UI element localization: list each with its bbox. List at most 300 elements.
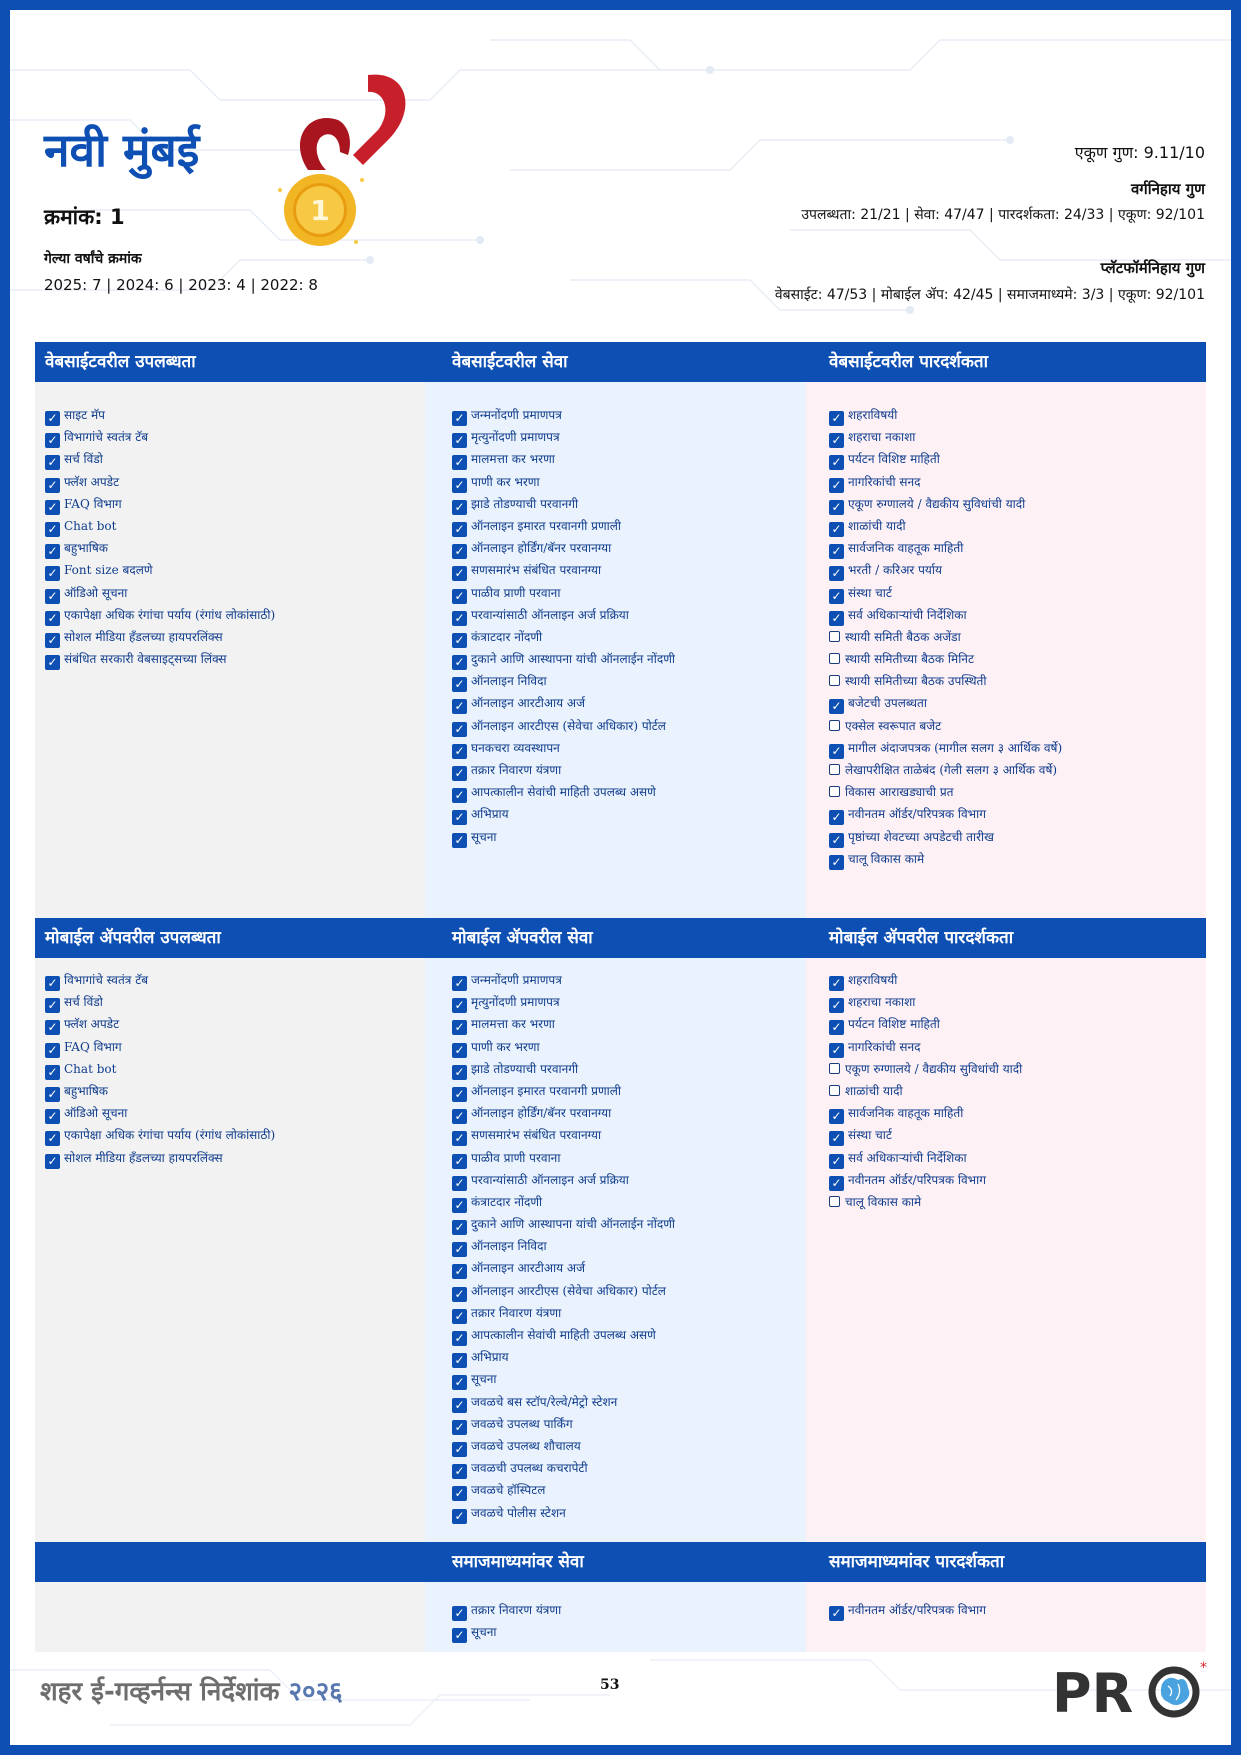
list-item	[829, 781, 1062, 803]
platform-score-title: प्लॅटफॉर्मनिहाय गुण	[1100, 259, 1205, 277]
checkbox-checked-icon: ✓	[45, 1020, 60, 1035]
list-item-label: ऑडिओ सूचना	[64, 585, 128, 600]
list-item	[829, 969, 1022, 991]
checkbox-checked-icon: ✓	[829, 976, 844, 991]
checkbox-checked-icon: ✓	[45, 1065, 60, 1080]
checkbox-empty-icon	[829, 1085, 840, 1096]
mobile-section	[35, 918, 1206, 1542]
list-item-label: Chat bot	[64, 1061, 117, 1076]
list-item	[829, 559, 1062, 581]
list-item	[45, 1102, 275, 1124]
list-item	[829, 991, 1022, 1013]
list-item-label: मागील अंदाजपत्रक (मागील सलग ३ आर्थिक वर्षे)	[848, 740, 1063, 755]
list-item-label: ऑनलाइन आरटीआय अर्ज	[471, 1261, 585, 1276]
pro-logo-icon	[1050, 1660, 1210, 1720]
list-item-label: स्थायी समिती बैठक अजेंडा	[845, 629, 961, 644]
checkbox-checked-icon: ✓	[829, 455, 844, 470]
list-item-label: जवळचे बस स्टॉप/रेल्वे/मेट्रो स्टेशन	[471, 1394, 618, 1409]
list-item-label: एक्सेल स्वरूपात बजेट	[845, 718, 942, 733]
checkbox-checked-icon: ✓	[829, 566, 844, 581]
checkbox-checked-icon: ✓	[829, 1043, 844, 1058]
list-item-label: ऑनलाइन आरटीएस (सेवेचा अधिकार) पोर्टल	[471, 718, 666, 733]
checkbox-checked-icon: ✓	[452, 1628, 467, 1643]
list-item	[45, 493, 275, 515]
list-item	[452, 759, 675, 781]
category-score-title: वर्गनिहाय गुण	[1130, 180, 1205, 198]
list-item-label: ऑनलाइन इमारत परवानगी प्रणाली	[471, 1083, 621, 1098]
list-item-label: अभिप्राय	[471, 807, 509, 822]
checkbox-checked-icon: ✓	[829, 998, 844, 1013]
checkbox-checked-icon: ✓	[452, 1486, 467, 1501]
list-item	[829, 737, 1062, 759]
list-item-label: जवळचे हॉस्पिटल	[471, 1483, 546, 1498]
list-item-label: एकूण रुग्णालये / वैद्यकीय सुविधांची यादी	[848, 496, 1026, 511]
website-availability-heading: वेबसाईटवरील उपलब्धता	[45, 352, 196, 372]
list-item-label: FAQ विभाग	[64, 1039, 122, 1054]
list-item	[452, 582, 675, 604]
footer-year: २०२६	[288, 1677, 343, 1707]
list-item	[452, 1324, 675, 1346]
list-item-label: Font size बदलणे	[64, 563, 153, 578]
list-item-label: घनकचरा व्यवस्थापन	[471, 740, 560, 755]
list-item	[45, 969, 275, 991]
list-item	[829, 648, 1062, 670]
checkbox-checked-icon: ✓	[829, 1176, 844, 1191]
list-item-label: तक्रार निवारण यंत्रणा	[471, 1603, 562, 1617]
list-item	[452, 1599, 561, 1621]
checkbox-checked-icon: ✓	[829, 1154, 844, 1169]
list-item	[452, 1368, 675, 1390]
checkbox-checked-icon: ✓	[829, 544, 844, 559]
checkbox-checked-icon: ✓	[452, 1353, 467, 1368]
checkbox-empty-icon	[829, 1063, 840, 1074]
list-item	[452, 826, 675, 848]
website-section	[35, 342, 1206, 918]
list-item	[829, 515, 1062, 537]
list-item	[829, 582, 1062, 604]
list-item	[452, 1280, 675, 1302]
social-header-band	[35, 1542, 1206, 1582]
checkbox-checked-icon: ✓	[452, 478, 467, 493]
list-item-label: सार्वजनिक वाहतूक माहिती	[848, 1106, 964, 1121]
checkbox-checked-icon: ✓	[452, 1198, 467, 1213]
checkbox-checked-icon: ✓	[45, 433, 60, 448]
list-item	[452, 537, 675, 559]
list-item-label: सर्च विंडो	[64, 995, 103, 1010]
checkbox-checked-icon: ✓	[45, 1087, 60, 1102]
list-item-label: दुकाने आणि आस्थापना यांची ऑनलाईन नोंदणी	[471, 1217, 675, 1232]
list-item-label: मृत्युनोंदणी प्रमाणपत्र	[471, 430, 560, 445]
list-item-label: जन्मनोंदणी प्रमाणपत्र	[471, 973, 562, 987]
list-item-label: शहराविषयी	[848, 973, 898, 987]
list-item	[452, 1435, 675, 1457]
list-item-label: चालू विकास कामे	[848, 851, 925, 866]
checkbox-empty-icon	[829, 653, 840, 664]
list-item-label: नवीनतम ऑर्डर/परिपत्रक विभाग	[848, 1603, 986, 1617]
list-item	[829, 826, 1062, 848]
list-item	[829, 848, 1062, 870]
checkbox-checked-icon: ✓	[452, 589, 467, 604]
list-item-label: ऑनलाइन निविदा	[471, 674, 547, 689]
checkbox-checked-icon: ✓	[829, 744, 844, 759]
list-item-label: तक्रार निवारण यंत्रणा	[471, 1305, 562, 1320]
checkbox-checked-icon: ✓	[452, 566, 467, 581]
list-item-label: पाणी कर भरणा	[471, 1039, 540, 1054]
list-item	[829, 759, 1062, 781]
checkbox-checked-icon: ✓	[452, 1309, 467, 1324]
list-item	[452, 803, 675, 825]
list-item-label: संस्था चार्ट	[848, 1128, 892, 1143]
list-item	[452, 404, 675, 426]
checkbox-checked-icon: ✓	[45, 611, 60, 626]
list-item	[829, 1102, 1022, 1124]
list-item	[452, 1147, 675, 1169]
list-item	[45, 604, 275, 626]
list-item	[452, 648, 675, 670]
list-item	[452, 781, 675, 803]
social-transparency-list	[829, 1599, 986, 1621]
list-item-label: सूचना	[471, 1372, 497, 1387]
list-item-label: शहराविषयी	[848, 408, 898, 422]
page-number: 53	[600, 1677, 620, 1693]
list-item-label: स्थायी समितीच्या बैठक मिनिट	[845, 652, 975, 667]
list-item-label: सर्व अधिकाऱ्यांची निर्देशिका	[848, 607, 967, 622]
list-item	[452, 426, 675, 448]
checkbox-checked-icon: ✓	[452, 1087, 467, 1102]
checkbox-checked-icon: ✓	[829, 1606, 844, 1621]
list-item	[829, 1036, 1022, 1058]
list-item-label: परवान्यांसाठी ऑनलाइन अर्ज प्रक्रिया	[471, 1172, 629, 1187]
list-item	[452, 1457, 675, 1479]
list-item-label: ऑनलाइन होर्डिंग/बॅनर परवानग्या	[471, 541, 612, 556]
checkbox-checked-icon: ✓	[45, 1109, 60, 1124]
checkbox-checked-icon: ✓	[829, 522, 844, 537]
list-item	[452, 1621, 561, 1643]
checkbox-checked-icon: ✓	[45, 633, 60, 648]
list-item	[452, 1080, 675, 1102]
list-item	[45, 1058, 275, 1080]
website-transparency-list	[829, 404, 1062, 870]
list-item	[829, 692, 1062, 714]
list-item-label: शाळांची यादी	[845, 1083, 903, 1098]
footer-title	[40, 1672, 343, 1708]
list-item-label: साइट मॅप	[64, 408, 105, 422]
website-header-band	[35, 342, 1206, 382]
list-item-label: झाडे तोडण्याची परवानगी	[471, 1061, 579, 1076]
list-item-label: जन्मनोंदणी प्रमाणपत्र	[471, 408, 562, 422]
checkbox-checked-icon: ✓	[452, 1375, 467, 1390]
list-item-label: झाडे तोडण्याची परवानगी	[471, 496, 579, 511]
list-item	[452, 1058, 675, 1080]
list-item	[829, 426, 1062, 448]
list-item-label: दुकाने आणि आस्थापना यांची ऑनलाईन नोंदणी	[471, 652, 675, 667]
list-item	[45, 648, 275, 670]
list-item-label: मालमत्ता कर भरणा	[471, 1017, 555, 1032]
checkbox-checked-icon: ✓	[45, 478, 60, 493]
list-item-label: जवळचे उपलब्ध शौचालय	[471, 1438, 581, 1453]
list-item-label: सूचना	[471, 1625, 497, 1640]
list-item-label: नवीनतम ऑर्डर/परिपत्रक विभाग	[848, 807, 986, 822]
checkbox-checked-icon: ✓	[452, 544, 467, 559]
list-item	[829, 404, 1062, 426]
list-item-label: जवळचे पोलीस स्टेशन	[471, 1505, 566, 1520]
list-item-label: अभिप्राय	[471, 1350, 509, 1365]
checkbox-checked-icon: ✓	[45, 566, 60, 581]
list-item	[452, 715, 675, 737]
list-item-label: स्थायी समितीच्या बैठक उपस्थिती	[845, 674, 987, 689]
checkbox-checked-icon: ✓	[452, 722, 467, 737]
checkbox-checked-icon: ✓	[452, 1331, 467, 1346]
list-item-label: विभागांचे स्वतंत्र टॅब	[64, 430, 149, 445]
checkbox-checked-icon: ✓	[829, 699, 844, 714]
mobile-header-band	[35, 918, 1206, 958]
list-item	[452, 1502, 675, 1524]
list-item	[829, 1147, 1022, 1169]
checkbox-empty-icon	[829, 1196, 840, 1207]
list-item	[452, 1191, 675, 1213]
checkbox-checked-icon: ✓	[452, 1242, 467, 1257]
list-item-label: विकास आराखड्याची प्रत	[845, 785, 954, 800]
checkbox-checked-icon: ✓	[829, 810, 844, 825]
mobile-services-list	[452, 969, 675, 1524]
list-item	[45, 626, 275, 648]
list-item-label: ऑनलाइन आरटीआय अर्ज	[471, 696, 585, 711]
list-item	[452, 1124, 675, 1146]
list-item-label: पर्यटन विशिष्ट माहिती	[848, 452, 940, 467]
list-item	[45, 1080, 275, 1102]
list-item-label: ऑनलाइन निविदा	[471, 1239, 547, 1254]
checkbox-checked-icon: ✓	[452, 455, 467, 470]
checkbox-checked-icon: ✓	[452, 1043, 467, 1058]
checkbox-checked-icon: ✓	[452, 1606, 467, 1621]
checkbox-checked-icon: ✓	[829, 589, 844, 604]
list-item	[452, 1346, 675, 1368]
checkbox-checked-icon: ✓	[452, 1020, 467, 1035]
checkbox-checked-icon: ✓	[452, 699, 467, 714]
list-item-label: बजेटची उपलब्धता	[848, 696, 927, 711]
list-item	[45, 515, 275, 537]
list-item	[452, 969, 675, 991]
mobile-availability-list	[45, 969, 275, 1169]
list-item-label: बहुभाषिक	[64, 541, 109, 556]
list-item-label: ऑनलाइन इमारत परवानगी प्रणाली	[471, 518, 621, 533]
list-item-label: संस्था चार्ट	[848, 585, 892, 600]
list-item-label: मालमत्ता कर भरणा	[471, 452, 555, 467]
mobile-services-heading: मोबाईल ॲपवरील सेवा	[452, 928, 593, 948]
checkbox-checked-icon: ✓	[452, 1420, 467, 1435]
checkbox-checked-icon: ✓	[829, 611, 844, 626]
list-item	[45, 1147, 275, 1169]
checkbox-checked-icon: ✓	[45, 544, 60, 559]
list-item	[452, 1479, 675, 1501]
footer-title-text: शहर ई-गव्हर्नन्स निर्देशांक	[40, 1677, 280, 1707]
list-item	[45, 991, 275, 1013]
list-item-label: लेखापरीक्षित ताळेबंद (गेली सलग ३ आर्थिक वर्षे)	[845, 763, 1058, 777]
list-item	[452, 448, 675, 470]
list-item-label: कंत्राटदार नोंदणी	[471, 629, 543, 644]
list-item	[829, 537, 1062, 559]
list-item-label: सूचना	[471, 829, 497, 844]
list-item-label: जवळची उपलब्ध कचरापेटी	[471, 1461, 588, 1476]
list-item	[452, 626, 675, 648]
checkbox-checked-icon: ✓	[452, 810, 467, 825]
list-item-label: तक्रार निवारण यंत्रणा	[471, 763, 562, 777]
list-item-label: सर्च विंडो	[64, 452, 103, 467]
list-item	[452, 991, 675, 1013]
checkbox-checked-icon: ✓	[452, 433, 467, 448]
list-item	[452, 692, 675, 714]
social-services-heading: समाजमाध्यमांवर सेवा	[452, 1552, 584, 1572]
list-item	[45, 537, 275, 559]
checkbox-checked-icon: ✓	[452, 633, 467, 648]
total-score: एकूण गुण: 9.11/10	[1074, 143, 1205, 162]
checkbox-checked-icon: ✓	[45, 411, 60, 426]
list-item	[452, 1036, 675, 1058]
checkbox-checked-icon: ✓	[452, 1176, 467, 1191]
checkbox-checked-icon: ✓	[452, 522, 467, 537]
list-item	[45, 448, 275, 470]
list-item	[829, 1080, 1022, 1102]
social-section	[35, 1542, 1206, 1652]
checkbox-checked-icon: ✓	[829, 1020, 844, 1035]
checkbox-empty-icon	[829, 720, 840, 731]
checkbox-checked-icon: ✓	[45, 655, 60, 670]
checkbox-checked-icon: ✓	[452, 976, 467, 991]
list-item-label: सार्वजनिक वाहतूक माहिती	[848, 541, 964, 556]
checkbox-checked-icon: ✓	[829, 833, 844, 848]
checkbox-checked-icon: ✓	[829, 1109, 844, 1124]
social-services-list	[452, 1599, 561, 1643]
list-item	[452, 737, 675, 759]
checkbox-checked-icon: ✓	[452, 788, 467, 803]
previous-ranks-values: 2025: 7 | 2024: 6 | 2023: 4 | 2022: 8	[44, 276, 318, 294]
list-item	[452, 559, 675, 581]
list-item-label: जवळचे उपलब्ध पार्किंग	[471, 1416, 573, 1431]
list-item-label: सोशल मीडिया हँडलच्या हायपरलिंक्स	[64, 629, 223, 644]
list-item-label: सणसमारंभ संबंधित परवानग्या	[471, 563, 602, 578]
list-item-label: FAQ विभाग	[64, 496, 122, 511]
checkbox-checked-icon: ✓	[829, 500, 844, 515]
svg-text:1: 1	[310, 194, 330, 227]
list-item-label: विभागांचे स्वतंत्र टॅब	[64, 973, 149, 987]
mobile-availability-heading: मोबाईल ॲपवरील उपलब्धता	[45, 928, 221, 948]
social-transparency-heading: समाजमाध्यमांवर पारदर्शकता	[829, 1552, 1005, 1572]
list-item-label: आपत्कालीन सेवांची माहिती उपलब्ध असणे	[471, 1328, 656, 1342]
checkbox-checked-icon: ✓	[452, 1220, 467, 1235]
list-item	[452, 1413, 675, 1435]
checkbox-checked-icon: ✓	[452, 1109, 467, 1124]
website-availability-list	[45, 404, 275, 670]
list-item-label: नवीनतम ऑर्डर/परिपत्रक विभाग	[848, 1172, 986, 1187]
list-item-label: शहराचा नकाशा	[848, 995, 916, 1010]
checkbox-checked-icon: ✓	[452, 1154, 467, 1169]
list-item	[829, 493, 1062, 515]
checkbox-checked-icon: ✓	[452, 833, 467, 848]
logo-text: PR	[1052, 1662, 1134, 1720]
list-item	[829, 1169, 1022, 1191]
checkbox-checked-icon: ✓	[45, 976, 60, 991]
checkbox-empty-icon	[829, 631, 840, 642]
list-item	[452, 515, 675, 537]
mobile-transparency-list	[829, 969, 1022, 1213]
checkbox-checked-icon: ✓	[45, 1154, 60, 1169]
checkbox-checked-icon: ✓	[45, 500, 60, 515]
list-item-label: चालू विकास कामे	[845, 1194, 922, 1209]
list-item	[829, 1058, 1022, 1080]
list-item-label: Chat bot	[64, 518, 117, 533]
checkbox-checked-icon: ✓	[452, 1464, 467, 1479]
checkbox-checked-icon: ✓	[45, 522, 60, 537]
list-item	[829, 715, 1062, 737]
list-item-label: पाळीव प्राणी परवाना	[471, 1150, 561, 1165]
checkbox-empty-icon	[829, 786, 840, 797]
gold-medal-icon	[268, 70, 448, 250]
checkbox-checked-icon: ✓	[829, 433, 844, 448]
checkbox-checked-icon: ✓	[45, 589, 60, 604]
list-item-label: फ्लॅश अपडेट	[64, 474, 120, 489]
checkbox-checked-icon: ✓	[45, 455, 60, 470]
list-item	[45, 1013, 275, 1035]
list-item	[452, 1169, 675, 1191]
checkbox-checked-icon: ✓	[45, 998, 60, 1013]
list-item-label: फ्लॅश अपडेट	[64, 1017, 120, 1032]
list-item	[452, 471, 675, 493]
list-item-label: पाळीव प्राणी परवाना	[471, 585, 561, 600]
list-item-label: सर्व अधिकाऱ्यांची निर्देशिका	[848, 1150, 967, 1165]
list-item-label: सणसमारंभ संबंधित परवानग्या	[471, 1128, 602, 1143]
list-item-label: सोशल मीडिया हँडलच्या हायपरलिंक्स	[64, 1150, 223, 1165]
list-item	[829, 604, 1062, 626]
website-transparency-heading: वेबसाईटवरील पारदर्शकता	[829, 352, 988, 372]
checkbox-checked-icon: ✓	[452, 1264, 467, 1279]
checkbox-checked-icon: ✓	[452, 411, 467, 426]
checkbox-checked-icon: ✓	[452, 1287, 467, 1302]
list-item-label: परवान्यांसाठी ऑनलाइन अर्ज प्रक्रिया	[471, 607, 629, 622]
list-item	[452, 1257, 675, 1279]
list-item-label: मृत्युनोंदणी प्रमाणपत्र	[471, 995, 560, 1010]
checkbox-checked-icon: ✓	[452, 500, 467, 515]
list-item	[829, 448, 1062, 470]
list-item	[452, 1013, 675, 1035]
checkbox-checked-icon: ✓	[829, 1131, 844, 1146]
list-item-label: संबंधित सरकारी वेबसाइट्सच्या लिंक्स	[64, 652, 227, 667]
list-item-label: ऑनलाइन होर्डिंग/बॅनर परवानग्या	[471, 1106, 612, 1121]
list-item-label: कंत्राटदार नोंदणी	[471, 1194, 543, 1209]
list-item	[45, 582, 275, 604]
list-item	[829, 471, 1062, 493]
checkbox-empty-icon	[829, 764, 840, 775]
list-item	[452, 1213, 675, 1235]
list-item	[829, 803, 1062, 825]
checkbox-checked-icon: ✓	[829, 855, 844, 870]
list-item	[45, 1124, 275, 1146]
city-title: नवी मुंबई	[44, 123, 200, 177]
list-item-label: नागरिकांची सनद	[848, 474, 921, 489]
list-item	[452, 1391, 675, 1413]
checkbox-checked-icon: ✓	[829, 478, 844, 493]
checkbox-checked-icon: ✓	[452, 611, 467, 626]
list-item-label: शहराचा नकाशा	[848, 430, 916, 445]
checkbox-checked-icon: ✓	[452, 677, 467, 692]
list-item	[829, 1599, 986, 1621]
list-item-label: पृष्ठांच्या शेवटच्या अपडेटची तारीख	[848, 829, 994, 844]
category-score-values: उपलब्धता: 21/21 | सेवा: 47/47 | पारदर्शकता: 24/33 | एकूण: 92/101	[801, 207, 1205, 223]
previous-ranks-label: गेल्या वर्षांचे क्रमांक	[44, 251, 142, 267]
checkbox-checked-icon: ✓	[452, 998, 467, 1013]
checkbox-checked-icon: ✓	[452, 1398, 467, 1413]
rank: क्रमांक: 1	[44, 205, 125, 229]
website-services-heading: वेबसाईटवरील सेवा	[452, 352, 568, 372]
